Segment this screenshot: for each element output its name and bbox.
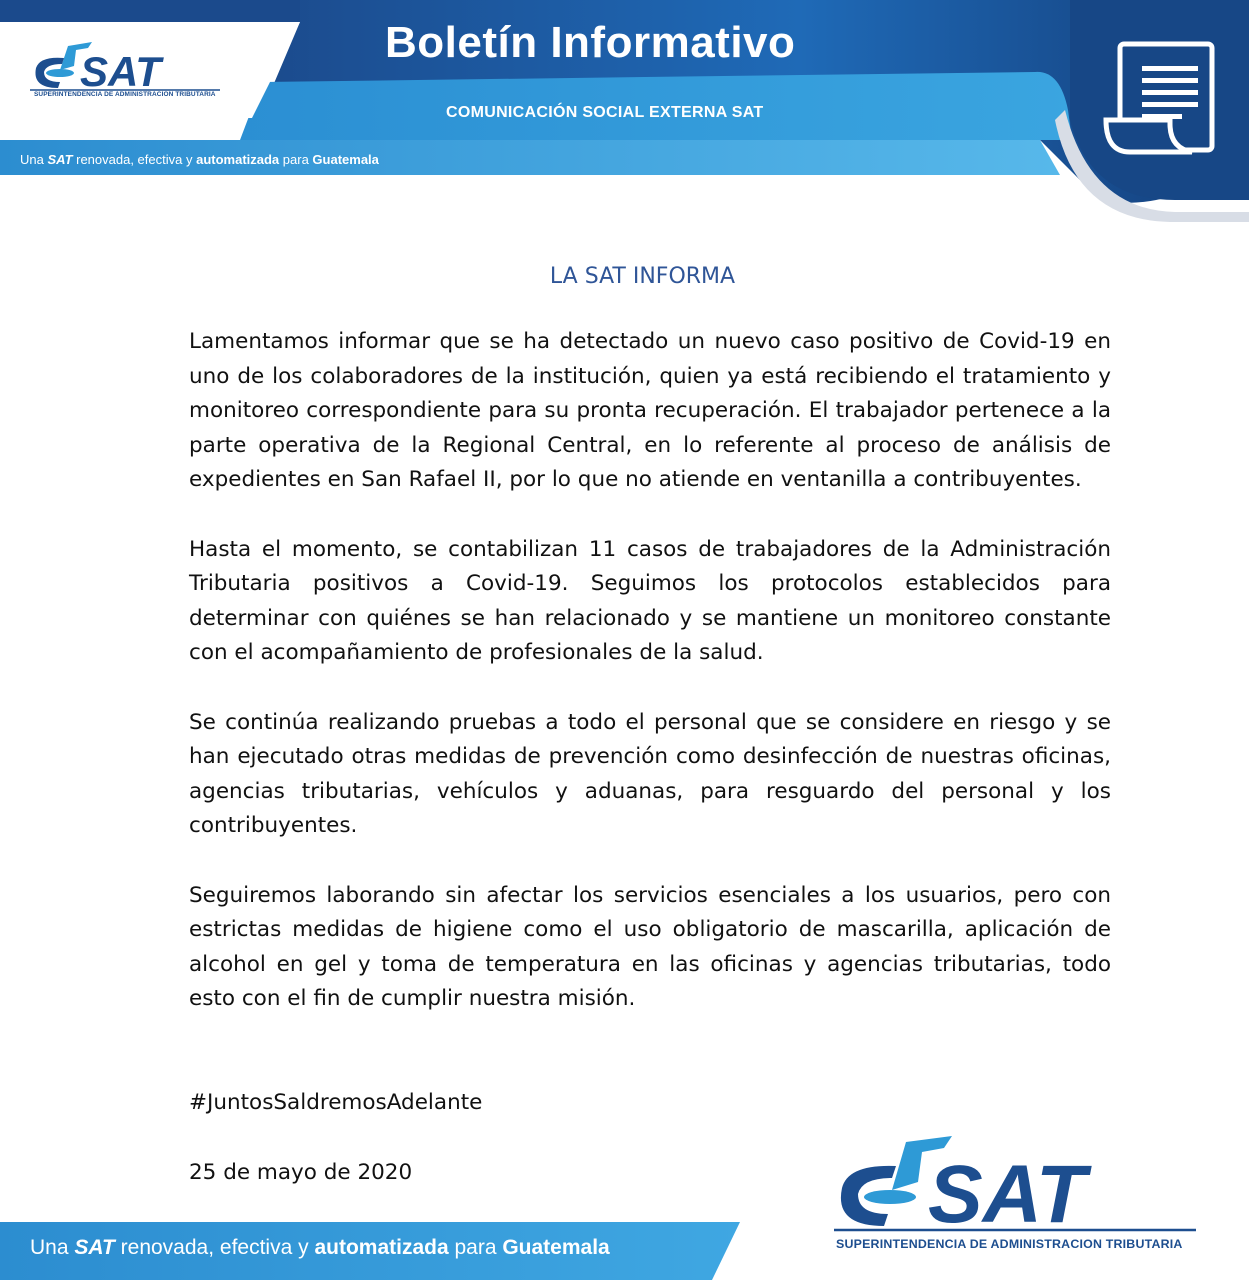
paragraph: Hasta el momento, se contabilizan 11 casos de trabajadores de la Administración Tributaria positivos a Covid-19. Seguimos los protocolos establecidos para determinar con quiénes se han relacionado y se mantiene un monitoreo constante con el acompañamiento de profesionales de la salud.	[189, 536, 1111, 665]
notice-date: 25 de mayo de 2020	[189, 1160, 413, 1185]
paragraph: Seguiremos laborando sin afectar los servicios esenciales a los usuarios, pero con estrictas medidas de higiene como el uso obligatorio de mascarilla, aplicación de alcohol en gel y toma de temperatura en las oficinas y agencias tributarias, todo esto con el fin de cumplir nuestra misión.	[189, 882, 1111, 1011]
hashtag: #JuntosSaldremosAdelante	[189, 1090, 483, 1115]
bulletin-subtitle: COMUNICACIÓN SOCIAL EXTERNA SAT	[446, 104, 764, 121]
paragraph: Se continúa realizando pruebas a todo el personal que se considere en riesgo y se han ejecutado otras medidas de prevención como desinfección de nuestras oficinas, agencias tributarias, vehículos y aduanas, para resguardo del personal y los contribuyentes.	[189, 709, 1111, 838]
notice-heading: LA SAT INFORMA	[549, 264, 736, 289]
paragraph: Lamentamos informar que se ha detectado un nuevo caso positivo de Covid-19 en uno de los colaboradores de la institución, quien ya está recibiendo el tratamiento y monitoreo correspondiente para su pronta recuperación. El trabajador pertenece a la parte operativa de la Regional Central, en lo referente al proceso de análisis de expedientes en San Rafael II, por lo que no atiende en ventanilla a contribuyentes.	[189, 329, 1111, 492]
tagline-top: Una SAT renovada, efectiva y automatizada para Guatemala	[20, 152, 379, 167]
document-icon	[1100, 40, 1216, 160]
tagline-bottom: Una SAT renovada, efectiva y automatizada para Guatemala	[30, 1236, 610, 1259]
sat-logo-subtitle: SUPERINTENDENCIA DE ADMINISTRACION TRIBUTARIA	[34, 91, 216, 98]
svg-text:SAT: SAT	[80, 48, 161, 95]
notice-body	[189, 325, 1111, 1052]
bulletin-title: Boletín Informativo	[385, 18, 796, 67]
sat-logo-large-subtitle: SUPERINTENDENCIA DE ADMINISTRACION TRIBUTARIA	[836, 1237, 1183, 1251]
sat-logo-large	[832, 1134, 1198, 1244]
svg-text:SAT: SAT	[928, 1149, 1086, 1240]
